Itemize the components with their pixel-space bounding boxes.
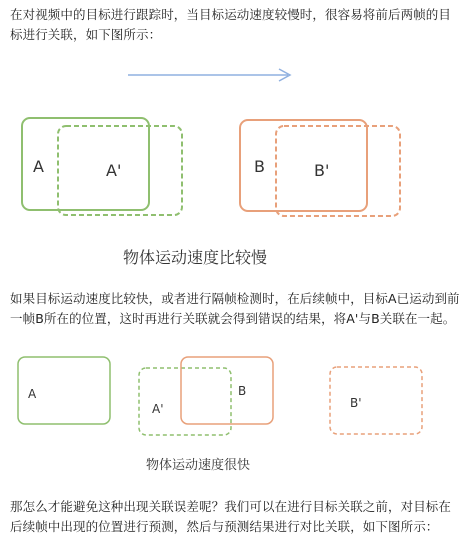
paragraph-prediction: 那怎么才能避免这种出现关联误差呢？我们可以在进行目标关联之前，对目标在后续帧中出现的位置进行预测，然后与预测结果进行对比关联，如下图所示： [10, 499, 452, 534]
label-a-prime: A' [106, 161, 122, 180]
paragraph-intro: 在对视频中的目标进行跟踪时，当目标运动速度较慢时，很容易将前后两帧的目标进行关联，如下图所示： [10, 7, 452, 42]
motion-arrow-icon [128, 69, 290, 81]
box-b-prime [276, 126, 400, 216]
box-b [181, 357, 273, 424]
figure-slow-motion [0, 60, 468, 275]
label-a-prime: A' [152, 402, 164, 416]
label-a: A [33, 157, 44, 176]
label-a: A [28, 387, 37, 401]
paragraph-fast-motion: 如果目标运动速度比较快，或者进行隔帧检测时，在后续帧中，目标A已运动到前一帧B所在的位置，这时再进行关联就会得到错误的结果，将A'与B关联在一起。 [10, 291, 460, 326]
figure-caption-fast: 物体运动速度很快 [146, 458, 251, 473]
label-b-prime: B' [350, 396, 362, 410]
box-b-prime [330, 367, 422, 434]
figure-caption-slow: 物体运动速度比较慢 [123, 248, 268, 267]
figure-fast-motion [0, 345, 468, 485]
label-b: B [238, 384, 247, 398]
label-b: B [254, 157, 265, 176]
label-b-prime: B' [314, 161, 330, 180]
